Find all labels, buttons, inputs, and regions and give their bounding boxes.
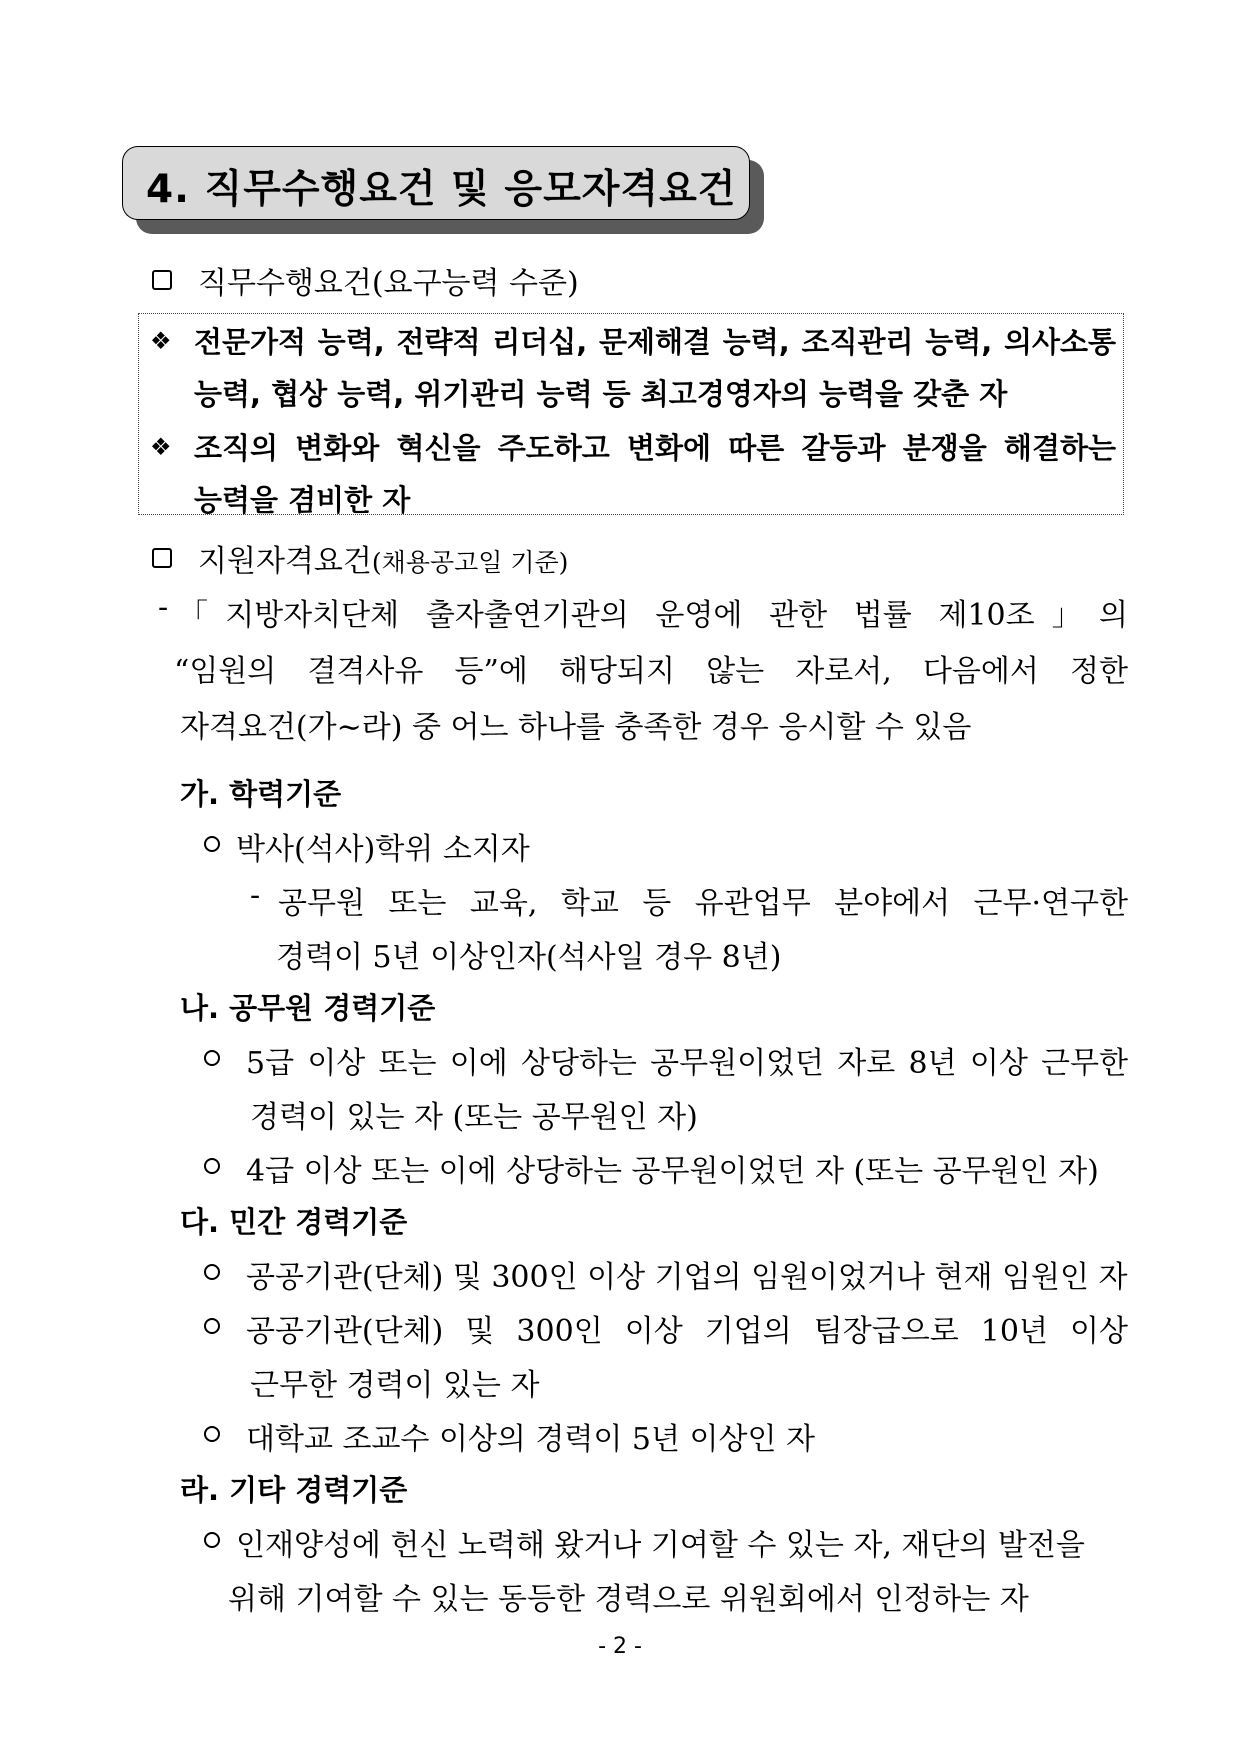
category-item-line2: 경력이 있는 자 (또는 공무원인 자) — [250, 1100, 698, 1135]
circle-bullet-icon — [204, 1318, 220, 1334]
circle-bullet-icon — [204, 836, 220, 852]
category-item: 박사(석사)학위 소지자 — [236, 832, 530, 867]
diamond-bullet-icon: ❖ — [150, 433, 172, 461]
category-item-line1: 5급 이상 또는 이에 상당하는 공무원이었던 자로 8년 이상 근무한 — [246, 1046, 1128, 1081]
page-number: - 2 - — [598, 1634, 642, 1659]
sub-item-line2: 경력이 5년 이상인자(석사일 경우 8년) — [276, 940, 782, 975]
requirement-2-line1: 조직의 변화와 혁신을 주도하고 변화에 따른 갈등과 분쟁을 해결하는 — [194, 431, 1116, 465]
intro-line2: “임원의 결격사유 등”에 해당되지 않는 자로서, 다음에서 정한 — [174, 654, 1128, 689]
category-item-line1: 인재양성에 헌신 노력해 왔거나 기여할 수 있는 자, 재단의 발전을 — [236, 1528, 1085, 1563]
requirement-2-line2: 능력을 겸비한 자 — [194, 483, 411, 517]
category-title: 라. 기타 경력기준 — [180, 1473, 408, 1507]
checkbox-icon — [152, 548, 172, 568]
category-item-line1: 대학교 조교수 이상의 경력이 5년 이상인 자 — [246, 1422, 815, 1457]
circle-bullet-icon — [204, 1532, 220, 1548]
circle-bullet-icon — [204, 1264, 220, 1280]
checkbox-icon — [152, 270, 172, 290]
circle-bullet-icon — [204, 1050, 220, 1066]
qualification-heading: 지원자격요건(채용공고일 기준) — [198, 544, 569, 579]
job-requirements-heading: 직무수행요건(요구능력 수준) — [198, 266, 579, 301]
category-item-line1: 4급 이상 또는 이에 상당하는 공무원이었던 자 (또는 공무원인 자) — [246, 1154, 1099, 1189]
requirement-1-line2: 능력, 협상 능력, 위기관리 능력 등 최고경영자의 능력을 갖춘 자 — [194, 377, 1008, 411]
category-item-line1: 공공기관(단체) 및 300인 이상 기업의 팀장급으로 10년 이상 — [246, 1314, 1128, 1349]
category-item-line2: 위해 기여할 수 있는 동등한 경력으로 위원회에서 인정하는 자 — [228, 1582, 1029, 1617]
diamond-bullet-icon: ❖ — [150, 327, 172, 355]
category-title: 나. 공무원 경력기준 — [180, 991, 436, 1025]
category-item-line2: 근무한 경력이 있는 자 — [250, 1368, 540, 1403]
circle-bullet-icon — [204, 1426, 220, 1442]
intro-dash: - — [158, 590, 169, 625]
section-title: 4. 직무수행요건 및 응모자격요건 — [146, 167, 737, 212]
category-title: 다. 민간 경력기준 — [180, 1205, 408, 1239]
intro-line3: 자격요건(가∼라) 중 어느 하나를 충족한 경우 응시할 수 있음 — [180, 710, 972, 745]
circle-bullet-icon — [204, 1158, 220, 1174]
category-item-line1: 공공기관(단체) 및 300인 이상 기업의 임원이었거나 현재 임원인 자 — [246, 1260, 1128, 1295]
sub-item-line1: 공무원 또는 교육, 학교 등 유관업무 분야에서 근무·연구한 — [278, 886, 1128, 921]
intro-line1: 「지방자치단체 출자출연기관의 운영에 관한 법률 제10조」의 — [178, 598, 1128, 633]
requirement-1-line1: 전문가적 능력, 전략적 리더십, 문제해결 능력, 조직관리 능력, 의사소통 — [194, 325, 1116, 359]
category-title: 가. 학력기준 — [180, 777, 342, 811]
sub-item-dash: - — [250, 878, 261, 913]
